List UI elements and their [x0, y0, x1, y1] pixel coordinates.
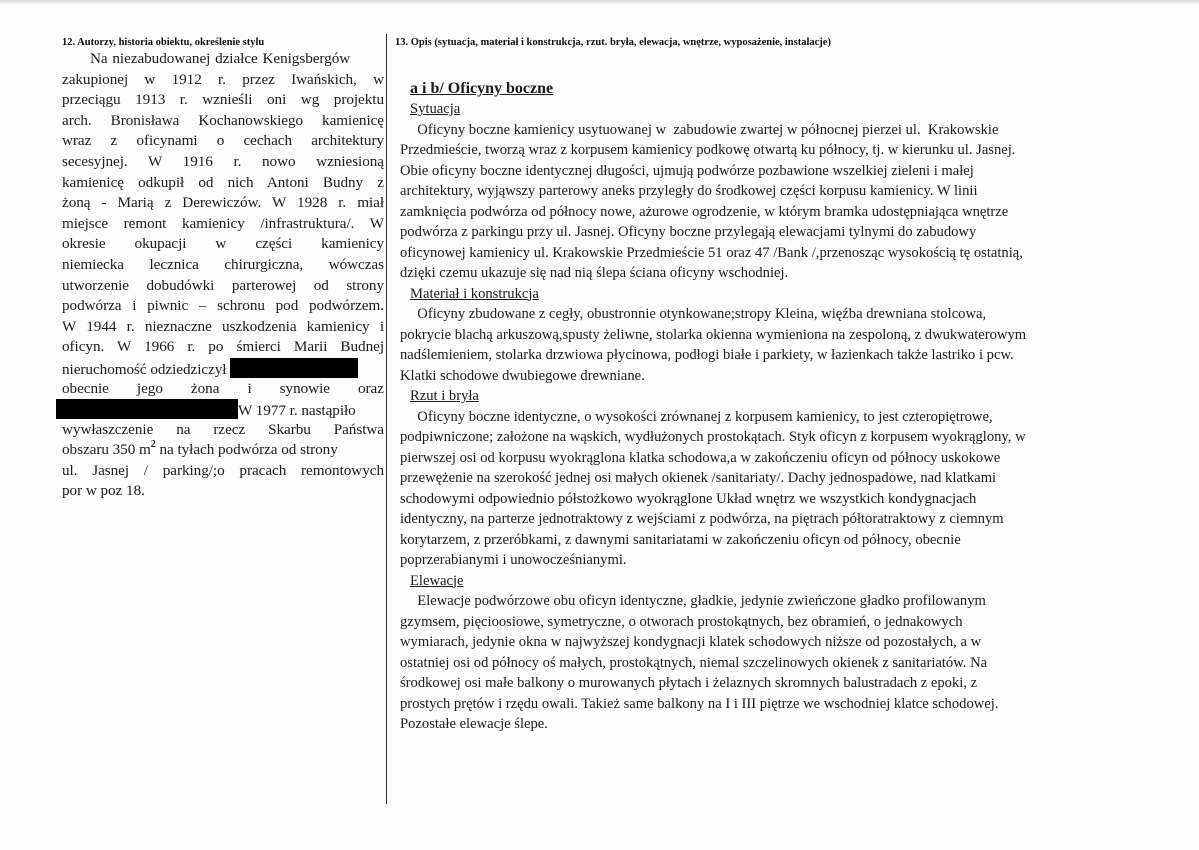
section-13-header: 13. Opis (sytuacja, materiał i konstrukcja, rzut. bryła, elewacja, wnętrze, wyposażenie, instalacje): [395, 37, 831, 48]
history-line-justified: [62, 379, 384, 400]
area-text: na tyłach podwórza od strony: [155, 441, 338, 459]
page-top-edge: [0, 0, 1199, 4]
paragraph-line: Elewacje podwórzowe obu oficyn identyczne, gładkie, jedynie zwieńczone gładko profilowanym: [410, 593, 986, 609]
subsection-heading-plan: Rzut i bryła: [410, 388, 479, 404]
section-13-column: [395, 36, 1175, 49]
paragraph-line: pierwszej osi od korpusu wyokrąglona klatka schodowa,a w zakończeniu oficyn od północy uskokowe: [400, 449, 1001, 466]
word: jego: [136, 379, 163, 397]
paragraph-line: Klatki schodowe dwubiegowe drewniane.: [400, 367, 645, 384]
subsection-heading-elevations: Elewacje: [410, 572, 464, 589]
section-12-header: 12. Autorzy, historia obiektu, określenie stylu: [62, 37, 265, 48]
history-line: Na niezabudowanej działce Kenigsbergów: [90, 50, 351, 67]
paragraph-line: pokrycie blachą arkuszową,spusty żeliwne, stolarka okienna wymieniona na zespoloną, z dwukwaterowym: [400, 326, 1027, 343]
paragraph-line: schodowymi odpowiednio półstożkowo wyokrąglone Układ wnętrz we wszystkich kondygnacjach: [400, 490, 977, 507]
paragraph-line: Oficyny boczne kamienicy usytuowanej w zabudowie zwartej w północnej pierzei ul. Krakowskie: [410, 121, 999, 138]
paragraph-line: środkowej osi małe balkony o murowanych płytach i żelaznych skromnych balustradach z epoki, z: [400, 675, 978, 691]
paragraph-line: zamknięcia podwórza od północy nowe, ażurowe ogrodzenie, w którym bramka udostępniająca wnętrze: [400, 203, 1009, 220]
paragraph-line: podpiwniczone; założone na wąskich, wydłużonych prostokątach. Styk oficyn z korpusem wyokrąglony, w: [400, 429, 1026, 445]
subsection-heading-material: Materiał i konstrukcja: [410, 285, 539, 302]
subsection-heading-situation: Sytuacja: [410, 101, 461, 117]
history-line: okresie okupacji w części kamienicy: [62, 235, 384, 253]
history-line: żoną - Marią z Derewiczów. W 1928 r. miał: [62, 194, 384, 212]
column-divider: [386, 34, 387, 804]
paragraph-line: wymiarach, jedynie okna w najwyższej kondygnacji klatek schodowych niższe od pozostałych, a w: [400, 634, 982, 650]
redaction-block: [230, 358, 358, 378]
word: synowie: [279, 379, 330, 397]
history-line: miejsce remont kamienicy /infrastruktura/. W: [62, 214, 384, 232]
history-line: oficyn. W 1966 r. po śmierci Marii Budnej: [62, 338, 384, 356]
history-line: zakupionej w 1912 r. przez Iwańskich, w: [62, 70, 384, 88]
paragraph-line: prostych prętów i rzędu owali. Takież same balkony na I i III piętrze we wschodniej klatce schodowej.: [400, 695, 999, 712]
paragraph-line: nadślemieniem, stolarka drzwiowa płycinowa, podłogi białe i parkiety, w łazienkach także lastriko i pcw.: [400, 347, 1014, 363]
history-line: kamienicę odkupił od nich Antoni Budny z: [62, 173, 384, 191]
paragraph-line: Oficyny zbudowane z cegły, obustronnie otynkowane;stropy Kleina, więźba drewniana stolcowa,: [410, 306, 987, 322]
history-line: por w poz 18.: [62, 482, 145, 500]
history-line: przeciągu 1913 r. wznieśli oni wg projektu: [62, 91, 384, 109]
paragraph-line: Pozostałe elewacje ślepe.: [400, 716, 548, 732]
paragraph-line: dzięki czemu ukazuje się nad nią ślepa ściana oficyny wschodniej.: [400, 265, 789, 281]
section-12-column: [62, 36, 384, 502]
paragraph-line: przewężenie na szerokość jednej osi małych okienek /sanitariaty/. Dachy jednospadowe, nad klatkami: [400, 470, 997, 486]
paragraph-line: podwórza z parkingu przy ul. Jasnej. Oficyny boczne przylegają elewacjami tylnymi do zabudowy: [400, 224, 977, 240]
paragraph-line: oficynowej kamienicy ul. Krakowskie Przedmieście 51 oraz 47 /Bank /,przenosząc wysokością tę ostatnią,: [400, 244, 1023, 261]
description-body: [400, 79, 1180, 735]
history-line: wraz z oficynami o cechach architektury: [62, 132, 384, 150]
paragraph-line: Oficyny boczne identyczne, o wysokości zrównanej z korpusem kamienicy, to jest czteropiętrowe,: [410, 408, 993, 425]
document-title: a i b/ Oficyny boczne: [410, 80, 554, 97]
paragraph-line: Obie oficyny boczne identycznej długości, ujmują podwórze pozbawione wszelkiej zieleni i małej: [400, 162, 974, 179]
history-line: arch. Bronisława Kochanowskiego kamienicę: [62, 111, 384, 129]
history-line: secesyjnej. W 1916 r. nowo wzniesioną: [62, 152, 384, 170]
paragraph-line: architektury, wyjąwszy parterowy aneks przyległy do środkowej części korpusu kamienicy. W linii: [400, 183, 978, 199]
history-line: ul. Jasnej / parking/;o pracach remontowych: [62, 461, 384, 479]
history-line-area: [62, 440, 384, 461]
paragraph-line: identyczny, na parterze jednotraktowy z wejściami z podwórza, na piętrach półtoratraktowy z ciemnym: [400, 511, 1004, 527]
paragraph-line: gzymsem, pięcioosiowe, symetryczne, o otworach prostokątnych, bez obramień, o jednakowych: [400, 613, 963, 630]
paragraph-line: Przedmieście, tworzą wraz z korpusem kamienicy podkowę otwartą ku północy, tj. w kierunku ul. Jasnej.: [400, 142, 1016, 158]
word: i: [247, 379, 252, 397]
history-line-redacted: [62, 358, 384, 379]
history-text: [62, 49, 384, 502]
history-line: W 1944 r. nieznaczne uszkodzenia kamienicy i: [62, 317, 384, 335]
history-line: utworzenie dobudówki parterowej od strony: [62, 276, 384, 294]
history-text-fragment: W 1977 r. nastąpiło: [238, 402, 356, 420]
paragraph-line: korytarzem, z przeróbkami, z dawnymi sanitariatami w zakończeniu oficyn od północy, obecnie: [400, 531, 961, 548]
history-line-redacted: [56, 399, 384, 420]
history-line: podwórza i piwnic – schronu pod podwórzem.: [62, 297, 384, 315]
word: obecnie: [62, 379, 109, 397]
area-text: obszaru 350 m: [62, 441, 151, 459]
redaction-block: [56, 399, 238, 419]
paragraph-line: ostatniej osi od północy oś małych, prostokątnych, niemal szczelinowych okienek z sanitariatów. Na: [400, 654, 988, 671]
superscript: 2: [150, 439, 156, 451]
word: oraz: [358, 379, 384, 397]
word: żona: [190, 379, 220, 397]
history-line: wywłaszczenie na rzecz Skarbu Państwa: [62, 420, 384, 438]
history-text-fragment: nieruchomość odziedziczył: [62, 360, 227, 378]
history-line: niemiecka lecznica chirurgiczna, wówczas: [62, 255, 384, 273]
paragraph-line: poprzerabianymi i unowocześnianymi.: [400, 552, 627, 568]
